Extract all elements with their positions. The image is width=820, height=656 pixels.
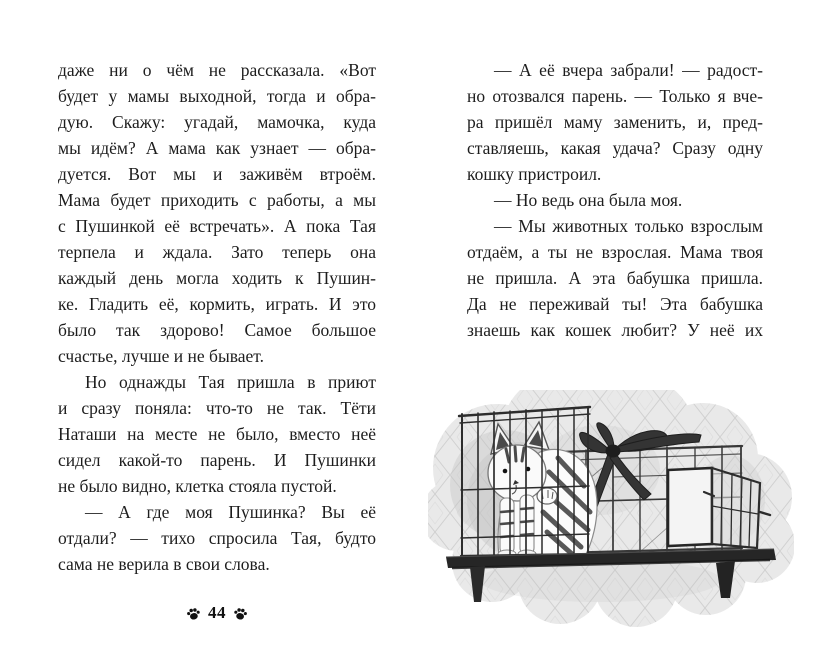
text-line: не пришла. А эта бабушка пришла. — [467, 268, 763, 288]
text-line: мы идём? А мама как узнает — обра- — [58, 138, 376, 158]
text-line: дуется. Вот мы и заживём втроём. — [58, 164, 376, 184]
text-line: отдали? — тихо спросила Тая, будто — [58, 528, 376, 548]
text-line: сама не верила в свои слова. — [58, 554, 270, 574]
right-page-text-column — [467, 57, 763, 343]
text-line: сидел какой-то парень. И Пушинки — [58, 450, 376, 470]
cage-door-opening — [668, 468, 712, 546]
page-number: 44 — [208, 603, 226, 622]
text-line: Наташи на месте не было, вместо неё — [58, 424, 376, 444]
text-line: будет у мамы выходной, тогда и обра- — [58, 86, 376, 106]
text-line: Да не переживай ты! Эта бабушка — [467, 294, 763, 314]
text-line: но отозвался парень. — Только я вче- — [467, 86, 763, 106]
text-line: не было видно, клетка стояла пустой. — [58, 476, 337, 496]
text-line: с Пушинкой её встречать». А пока Тая — [58, 216, 376, 236]
text-line: было так здорово! Самое большое — [58, 320, 376, 340]
text-line: даже ни о чём не рассказала. «Вот — [58, 60, 376, 80]
text-line: знаешь как кошек любит? У неё их — [467, 320, 763, 340]
paw-icon — [186, 606, 201, 621]
text-line: кошку пристроил. — [467, 164, 602, 184]
text-line: — Но ведь она была моя. — [494, 190, 683, 210]
text-line: каждый день могла ходить к Пушин- — [58, 268, 376, 288]
text-line: Но однажды Тая пришла в приют — [85, 372, 376, 392]
text-line: отдаём, а ты не взрослая. Мама твоя — [467, 242, 763, 262]
text-line: терпела и ждала. Зато теперь она — [58, 242, 376, 262]
text-line: ра пришёл маму заменить, и, пред- — [467, 112, 763, 132]
text-line: и сразу поняла: что-то не так. Тёти — [58, 398, 376, 418]
text-line: — А её вчера забрали! — радост- — [494, 60, 763, 80]
left-page-text-column — [58, 57, 376, 577]
text-line: — Мы животных только взрослым — [494, 216, 763, 236]
text-line: счастье, лучше и не бывает. — [58, 346, 264, 366]
paw-icon — [233, 606, 248, 621]
illustration-cat-in-cage — [428, 390, 794, 656]
text-line: — А где моя Пушинка? Вы её — [85, 502, 376, 522]
text-line: ке. Гладить её, кормить, играть. И это — [58, 294, 376, 314]
text-line: ставляешь, какая удача? Сразу одну — [467, 138, 763, 158]
text-line: Мама будет приходить с работы, а мы — [58, 190, 376, 210]
page-footer — [58, 603, 376, 623]
text-line: дую. Скажу: угадай, мамочка, куда — [58, 112, 376, 132]
